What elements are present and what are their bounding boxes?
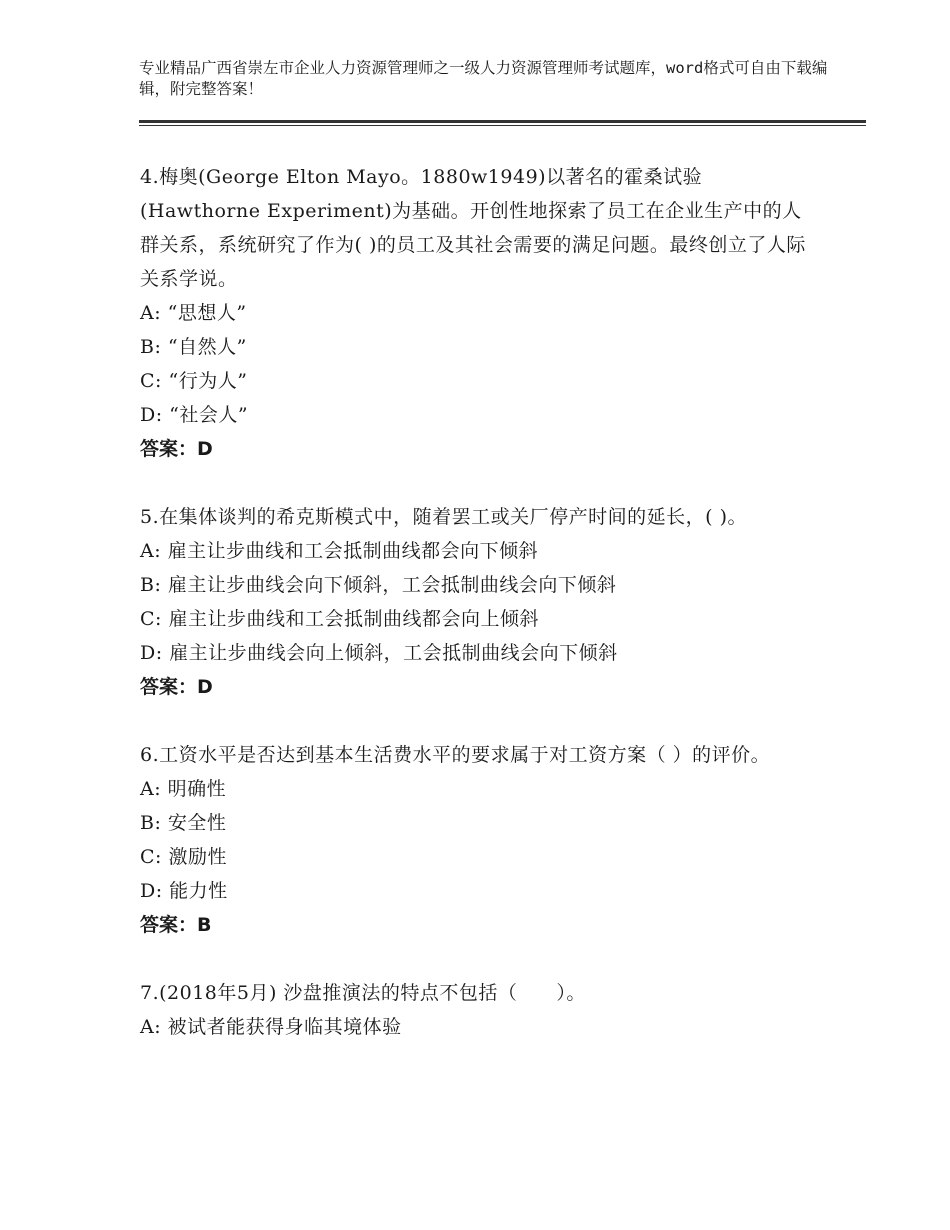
option-text: 雇主让步曲线会向上倾斜，工会抵制曲线会向下倾斜: [162, 642, 618, 664]
option-letter: A:: [140, 302, 162, 324]
option-letter: C:: [140, 608, 162, 630]
option-text: 雇主让步曲线和工会抵制曲线都会向下倾斜: [161, 540, 539, 562]
option-letter: A:: [140, 540, 162, 562]
answer-key: 答案：B: [140, 914, 212, 936]
option-letter: D:: [140, 642, 163, 664]
option-letter: C:: [140, 846, 162, 868]
option-letter: B:: [140, 336, 162, 358]
question-5: [140, 500, 820, 704]
option-d: [140, 398, 820, 432]
option-letter: A:: [140, 778, 162, 800]
answer-key: 答案：D: [140, 438, 213, 460]
option-text: “社会人”: [162, 404, 249, 426]
option-letter: D:: [140, 404, 163, 426]
option-text: 雇主让步曲线会向下倾斜，工会抵制曲线会向下倾斜: [161, 574, 617, 596]
question-6: [140, 738, 820, 942]
header-divider-thin: [139, 125, 866, 126]
option-text: 安全性: [161, 812, 227, 834]
option-text: “自然人”: [161, 336, 247, 358]
header-divider: [139, 120, 866, 123]
option-text: 雇主让步曲线和工会抵制曲线都会向上倾斜: [161, 608, 539, 630]
option-b: [140, 568, 820, 602]
option-text: “思想人”: [161, 302, 247, 324]
option-a: [140, 534, 820, 568]
question-4: [140, 160, 820, 466]
answer-key: 答案：D: [140, 676, 213, 698]
option-d: [140, 636, 820, 670]
option-letter: B:: [140, 812, 162, 834]
option-letter: A:: [140, 1016, 162, 1038]
question-stem: 6.工资水平是否达到基本生活费水平的要求属于对工资方案（ ）的评价。: [140, 744, 771, 766]
option-b: [140, 330, 820, 364]
option-letter: B:: [140, 574, 162, 596]
option-d: [140, 874, 820, 908]
option-letter: C:: [140, 370, 162, 392]
option-text: 激励性: [161, 846, 227, 868]
option-text: “行为人”: [161, 370, 248, 392]
question-list: [140, 160, 820, 1078]
option-a: [140, 1010, 820, 1044]
option-letter: D:: [140, 880, 163, 902]
question-stem: 7.(2018年5月) 沙盘推演法的特点不包括（ ）。: [140, 982, 586, 1004]
option-text: 被试者能获得身临其境体验: [161, 1016, 402, 1038]
option-text: 明确性: [161, 778, 227, 800]
question-7: [140, 976, 820, 1044]
option-b: [140, 806, 820, 840]
option-c: [140, 840, 820, 874]
question-stem: 4.梅奥(George Elton Mayo。1880w1949)以著名的霍桑试验(Hawthorne Experiment)为基础。开创性地探索了员工在企业生产中的人群关系，系统研究了作为( )的员工及其社会需要的满足问题。最终创立了人际关系学说。: [140, 166, 806, 290]
document-header: 专业精品广西省崇左市企业人力资源管理师之一级人力资源管理师考试题库，word格式可自由下载编辑，附完整答案！: [139, 59, 828, 98]
option-a: [140, 772, 820, 806]
option-c: [140, 364, 820, 398]
option-c: [140, 602, 820, 636]
question-stem: 5.在集体谈判的希克斯模式中，随着罢工或关厂停产时间的延长，( )。: [140, 506, 747, 528]
option-text: 能力性: [162, 880, 228, 902]
option-a: [140, 296, 820, 330]
